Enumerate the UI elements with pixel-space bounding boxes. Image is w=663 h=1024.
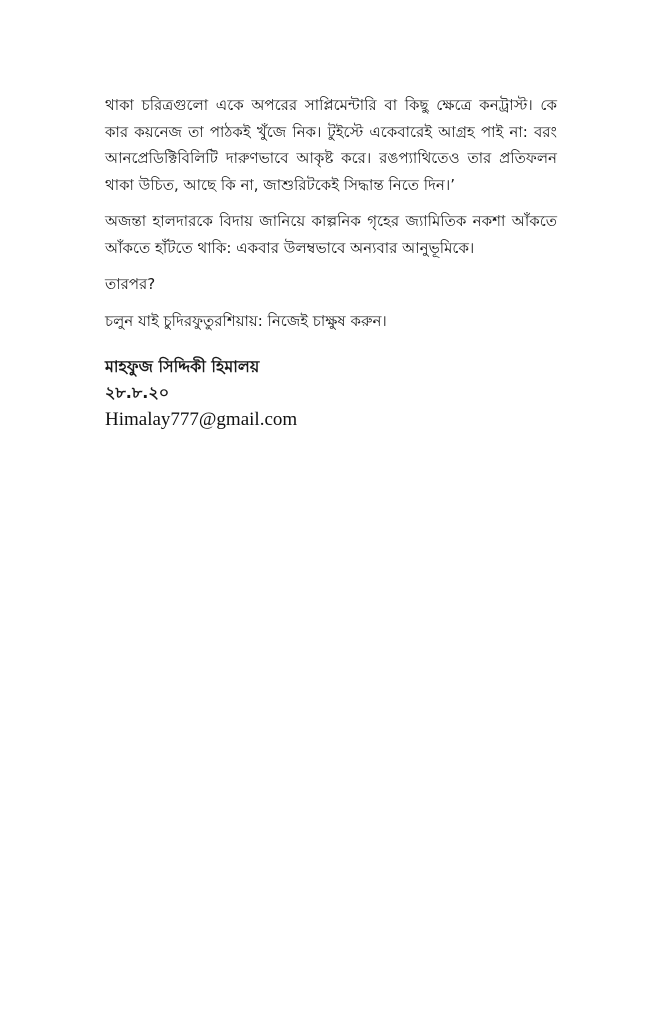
document-body (105, 92, 557, 334)
paragraph-invitation: চলুন যাই চুদিরফুতুরশিয়ায়: নিজেই চাক্ষুষ করুন। (105, 311, 387, 330)
paragraph-farewell-ajanta: অজন্তা হালদারকে বিদায় জানিয়ে কাল্পনিক গৃহের জ্যামিতিক নকশা আঁকতে আঁকতে হাঁটতে থাকি: একবার উলম্বভাবে অন্যবার আনুভূমিকে। (105, 212, 557, 257)
signature-date: ২৮.৮.২০ (105, 383, 170, 402)
author-name: মাহফুজ সিদ্দিকী হিমালয় (105, 357, 260, 376)
signature-block (105, 354, 405, 434)
paragraph-then-what: তারপর? (105, 275, 156, 293)
author-email: Himalay777@gmail.com (105, 409, 298, 430)
paragraph-character-contrast: থাকা চরিত্রগুলো একে অপরের সাপ্লিমেন্টারি বা কিছু ক্ষেত্রে কনট্রাস্ট। কে কার কয়নেজ তা পাঠকই খুঁজে নিক। টুইস্টে একেবারেই আগ্রহ পাই না: বরং আনপ্রেডিক্টিবিলিটি দারুণভাবে আকৃষ্ট করে। রঙপ্যাথিতেও তার প্রতিফলন থাকা উচিত, আছে কি না, জাশুরিটকেই সিদ্ধান্ত নিতে দিন।’ (105, 96, 557, 194)
